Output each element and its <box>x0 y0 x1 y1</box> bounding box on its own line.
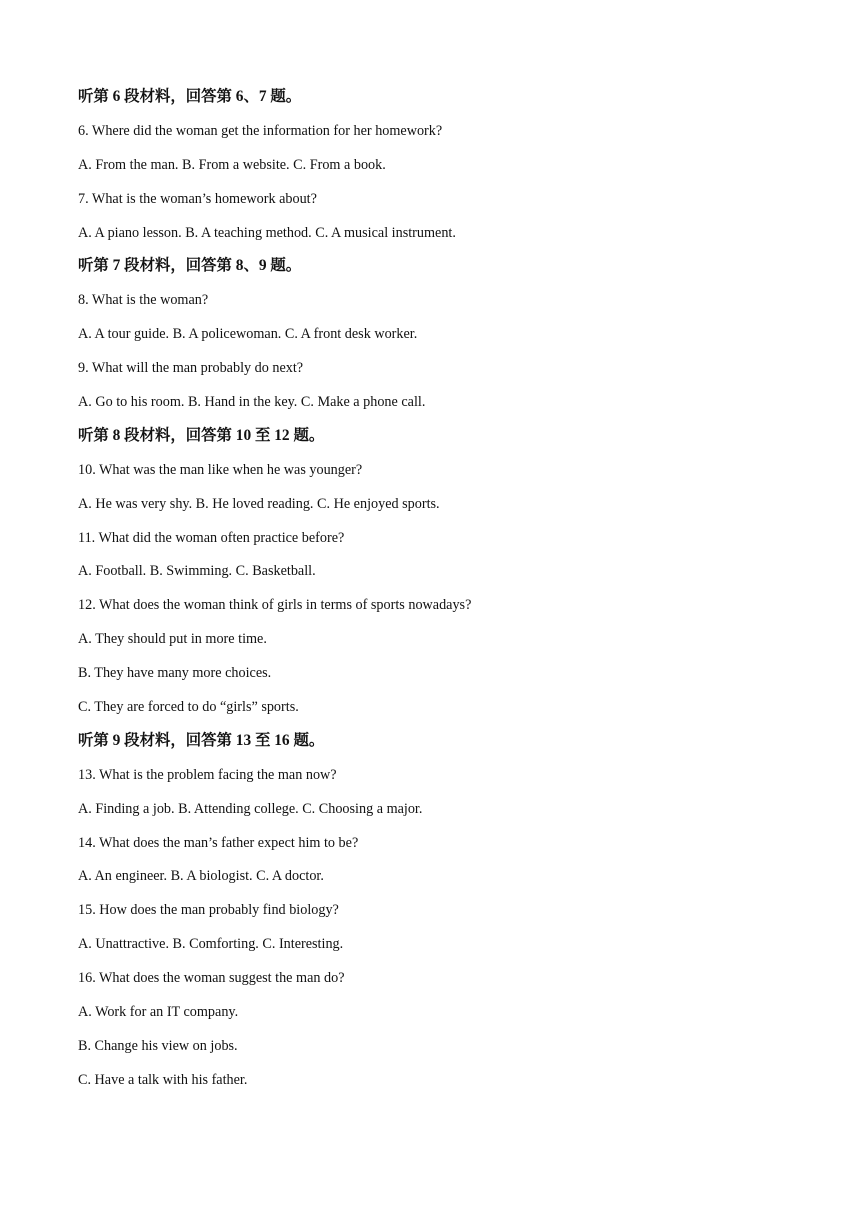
section-header-6: 听第 6 段材料，回答第 6、7 题。 <box>78 88 302 105</box>
question-13: 13. What is the problem facing the man now? <box>78 766 337 783</box>
options-6: A. From the man. B. From a website. C. From a book. <box>78 156 386 173</box>
question-15: 15. How does the man probably find biology? <box>78 902 339 919</box>
section-header-7: 听第 7 段材料，回答第 8、9 题。 <box>78 257 302 275</box>
question-8: 8. What is the woman? <box>78 292 209 309</box>
question-10: 10. What was the man like when he was younger? <box>78 461 363 478</box>
options-14: A. An engineer. B. A biologist. C. A doctor. <box>78 868 324 885</box>
options-11: A. Football. B. Swimming. C. Basketball. <box>78 563 316 580</box>
question-16: 16. What does the woman suggest the man do? <box>78 970 345 987</box>
question-11: 11. What did the woman often practice before? <box>78 529 345 546</box>
options-8: A. A tour guide. B. A policewoman. C. A front desk worker. <box>78 326 418 343</box>
option-16c: C. Have a talk with his father. <box>78 1071 248 1088</box>
option-12b: B. They have many more choices. <box>78 665 272 682</box>
options-9: A. Go to his room. B. Hand in the key. C. Make a phone call. <box>78 394 426 411</box>
options-15: A. Unattractive. B. Comforting. C. Interesting. <box>78 936 344 953</box>
section-header-8: 听第 8 段材料，回答第 10 至 12 题。 <box>78 426 325 444</box>
option-16a: A. Work for an IT company. <box>78 1004 239 1021</box>
options-10: A. He was very shy. B. He loved reading. C. He enjoyed sports. <box>78 495 440 512</box>
question-14: 14. What does the man’s father expect him to be? <box>78 834 359 851</box>
question-12: 12. What does the woman think of girls in terms of sports nowadays? <box>78 597 472 614</box>
option-12a: A. They should put in more time. <box>78 631 267 648</box>
options-13: A. Finding a job. B. Attending college. C. Choosing a major. <box>78 800 423 817</box>
section-header-9: 听第 9 段材料，回答第 13 至 16 题。 <box>78 731 325 749</box>
question-9: 9. What will the man probably do next? <box>78 360 304 377</box>
document-page <box>78 84 798 1101</box>
question-6: 6. Where did the woman get the information for her homework? <box>78 122 443 139</box>
option-16b: B. Change his view on jobs. <box>78 1037 238 1054</box>
option-12c: C. They are forced to do “girls” sports. <box>78 699 299 716</box>
question-7: 7. What is the woman’s homework about? <box>78 190 317 207</box>
options-7: A. A piano lesson. B. A teaching method. C. A musical instrument. <box>78 224 456 241</box>
